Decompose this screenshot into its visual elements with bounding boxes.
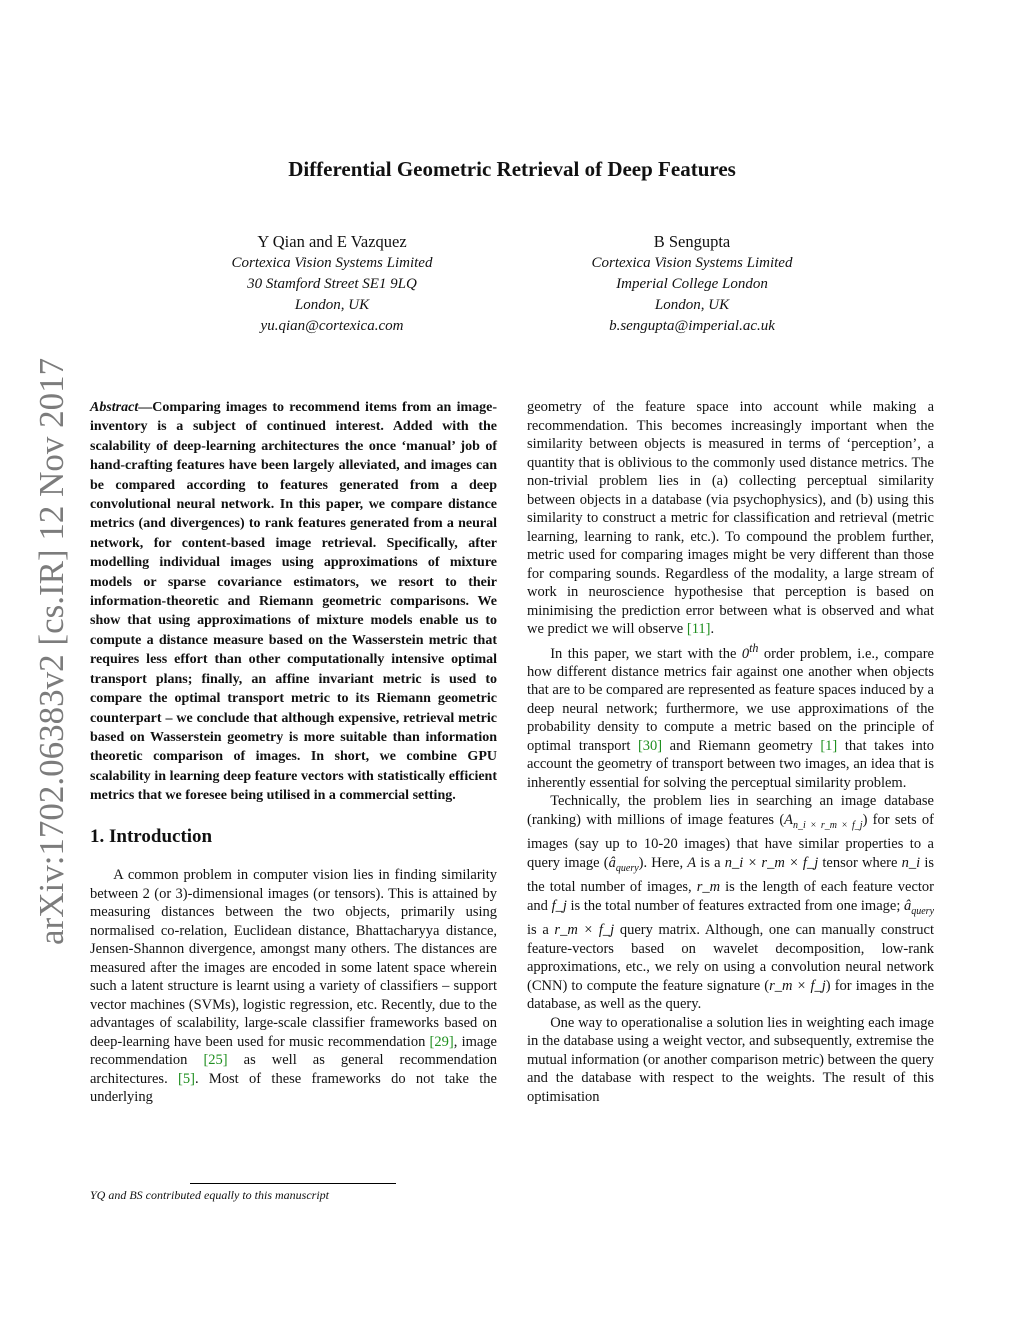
body-text: . [710,621,715,637]
body-text: ) for images in the database, as well as the query. [527,977,934,1012]
body-paragraph [527,639,934,793]
body-paragraph [527,792,934,1013]
intro-text: . Most of these frameworks do not take the underlying [90,1070,497,1106]
body-text: is a [527,922,555,938]
intro-text: as well as general recommendation architectures. [90,1052,497,1087]
body-text: query matrix. Although, one can manually construct feature-vectors based on wavelet decomposition, low-rank approximations, etc., we rely on using a convolution neural network (CNN) to compute the feature signature ( [527,922,934,994]
math-subscript: query [911,905,935,917]
body-text: that takes into account the geometry of transport between two images, an idea that is inherently essential for solving the perceptual similarity problem. [527,737,934,791]
math-expression: â [608,854,616,871]
abstract [90,398,497,806]
math-subscript: n_i × r_m × f_j [793,819,863,831]
intro-text: A common problem in computer vision lies in finding similarity between 2 (or 3)-dimensional images (or tensors). This is attained by measuring distances between the two objects, primarily using normalised co-relation, Euclidean distance, Bhattacharyya distance, Jensen-Shannon divergence, amongst many others. The distances are measured after the images are encoded in some latent space wherein such a latent structure is learnt using a variety of classifiers – support vector machines (SVMs), logistic regression, etc. Recently, due to the advantages of scalability, large-scale classifier frameworks based on deep-learning have been used for music recommendation [90,867,497,1050]
author-email: b.sengupta@imperial.ac.uk [609,318,775,334]
math-expression: n_i [901,854,921,871]
paper-title: Differential Geometric Retrieval of Deep Features [288,157,736,181]
body-text: ). Here, [638,854,688,871]
author-city: London, UK [294,297,370,313]
right-column [527,398,934,1106]
body-text: tensor where [818,854,902,871]
body-text: is the total number of images, [527,854,935,896]
intro-text: , image recommendation [90,1033,497,1069]
math-expression: â [903,897,912,914]
math-expression: r_m × f_j [769,977,826,994]
body-text: ) for sets of images (say up to 10-20 images) that have similar properties to a query image ( [527,811,934,871]
body-paragraph: One way to operationalise a solution lies in weighting each image in the database using a weight vector, and subsequently, extremise the mutual information (or another comparison metric) between the query and the database with respect to the weights. The result of this optimisation [527,1014,934,1105]
body-text: In this paper, we start with the [550,645,742,662]
intro-paragraph [90,866,497,1107]
math-expression: 0 [741,645,750,662]
footnote: YQ and BS contributed equally to this manuscript [90,1188,329,1202]
body-text: and Riemann geometry [662,737,821,754]
arxiv-sidebar-id: arXiv:1702.06383v2 [cs.IR] 12 Nov 2017 [32,357,71,945]
math-expression: n_i × r_m × f_j [724,854,819,871]
citation-link[interactable]: [11] [686,621,711,637]
citation-link[interactable]: [30] [637,737,663,754]
body-text: is the total number of features extracted from one image; [566,897,904,914]
author-address: 30 Stamford Street SE1 9LQ [247,276,417,292]
math-expression: r_m [696,879,721,896]
author-block-2 [532,231,852,337]
author-block-1 [172,231,492,337]
author-affiliation: Cortexica Vision Systems Limited [591,255,793,271]
author-address: Imperial College London [616,276,768,292]
citation-link[interactable]: [1] [820,737,838,754]
citation-link[interactable]: [25] [203,1052,228,1069]
author-names: B Sengupta [653,232,731,251]
body-text: is the length of each feature vector and [527,879,934,914]
section-heading-introduction: 1. Introduction [90,825,213,847]
body-text: Technically, the problem lies in searching an image database (ranking) with millions of image features ( [527,793,934,828]
math-expression: f_j [551,897,567,914]
author-city: London, UK [654,297,730,313]
author-email: yu.qian@cortexica.com [260,318,404,334]
math-subscript: query [615,862,639,874]
math-expression: r_m × f_j [554,922,615,938]
body-paragraph [527,398,934,639]
body-text: is a [696,854,725,871]
math-superscript: th [749,640,759,655]
citation-link[interactable]: [5] [178,1070,195,1087]
abstract-text: —Comparing images to recommend items from an image-inventory is a subject of continued interest. Added with the scalability of deep-learning architectures the once ‘manual’ job of hand-crafting features have been largely alleviated, and images can be compared according to features generated from a deep convolutional neural network. In this paper, we compare distance metrics (and divergences) to rank features generated from a neural network, for content-based image retrieval. Specifically, after modelling individual images using approximations of mixture models or sparse covariance estimators, we resort to their information-theoretic and Riemann geometric comparisons. We show that using approximations of mixture models enable us to compute a distance measure based on the Wasserstein metric that requires less effort than other computationally intensive optimal transport plans; finally, an affine invariant metric is used to compare the optimal transport metric to its Riemann geometric counterpart – we conclude that although expensive, retrieval metric based on Wasserstein geometry is more suitable than information theoretic comparison of images. In short, we combine GPU scalability in learning deep feature vectors with statistically efficient metrics that we foresee being utilised in a commercial setting. [90,400,497,804]
body-text: geometry of the feature space into account while making a recommendation. This becomes increasingly important when the similarity between objects is measured in terms of ‘perception’, a quantity that is oblivious to the commonly used distance metrics. The non-trivial problem lies in (a) collecting perceptual similarity between objects in a database (via psychophysics), and (b) using this similarity to construct a metric for classification and retrieval (metric learning, learning to rank, etc.). To compound the problem further, metric used for comparing images might be very different than those for comparing sounds. Regardless of the modality, a large stream of work in neuroscience hypothesise that perception is based on minimising the prediction error between what is observed and what we predict we will observe [527,399,934,637]
abstract-label: Abstract [90,400,139,415]
citation-link[interactable]: [29] [429,1033,454,1050]
math-expression: A [687,854,697,871]
author-names: Y Qian and E Vazquez [257,232,407,251]
footnote-divider [190,1183,396,1184]
left-column [90,398,497,1107]
math-expression: A [784,811,794,828]
author-affiliation: Cortexica Vision Systems Limited [231,255,433,271]
body-text: order problem, i.e., compare how different distance metrics fair against one another when objects that are to be compared are represented as feature spaces induced by a deep neural network; furthermore, we use approximations of the probability density to compute a metric based on the principle of optimal transport [527,645,934,754]
